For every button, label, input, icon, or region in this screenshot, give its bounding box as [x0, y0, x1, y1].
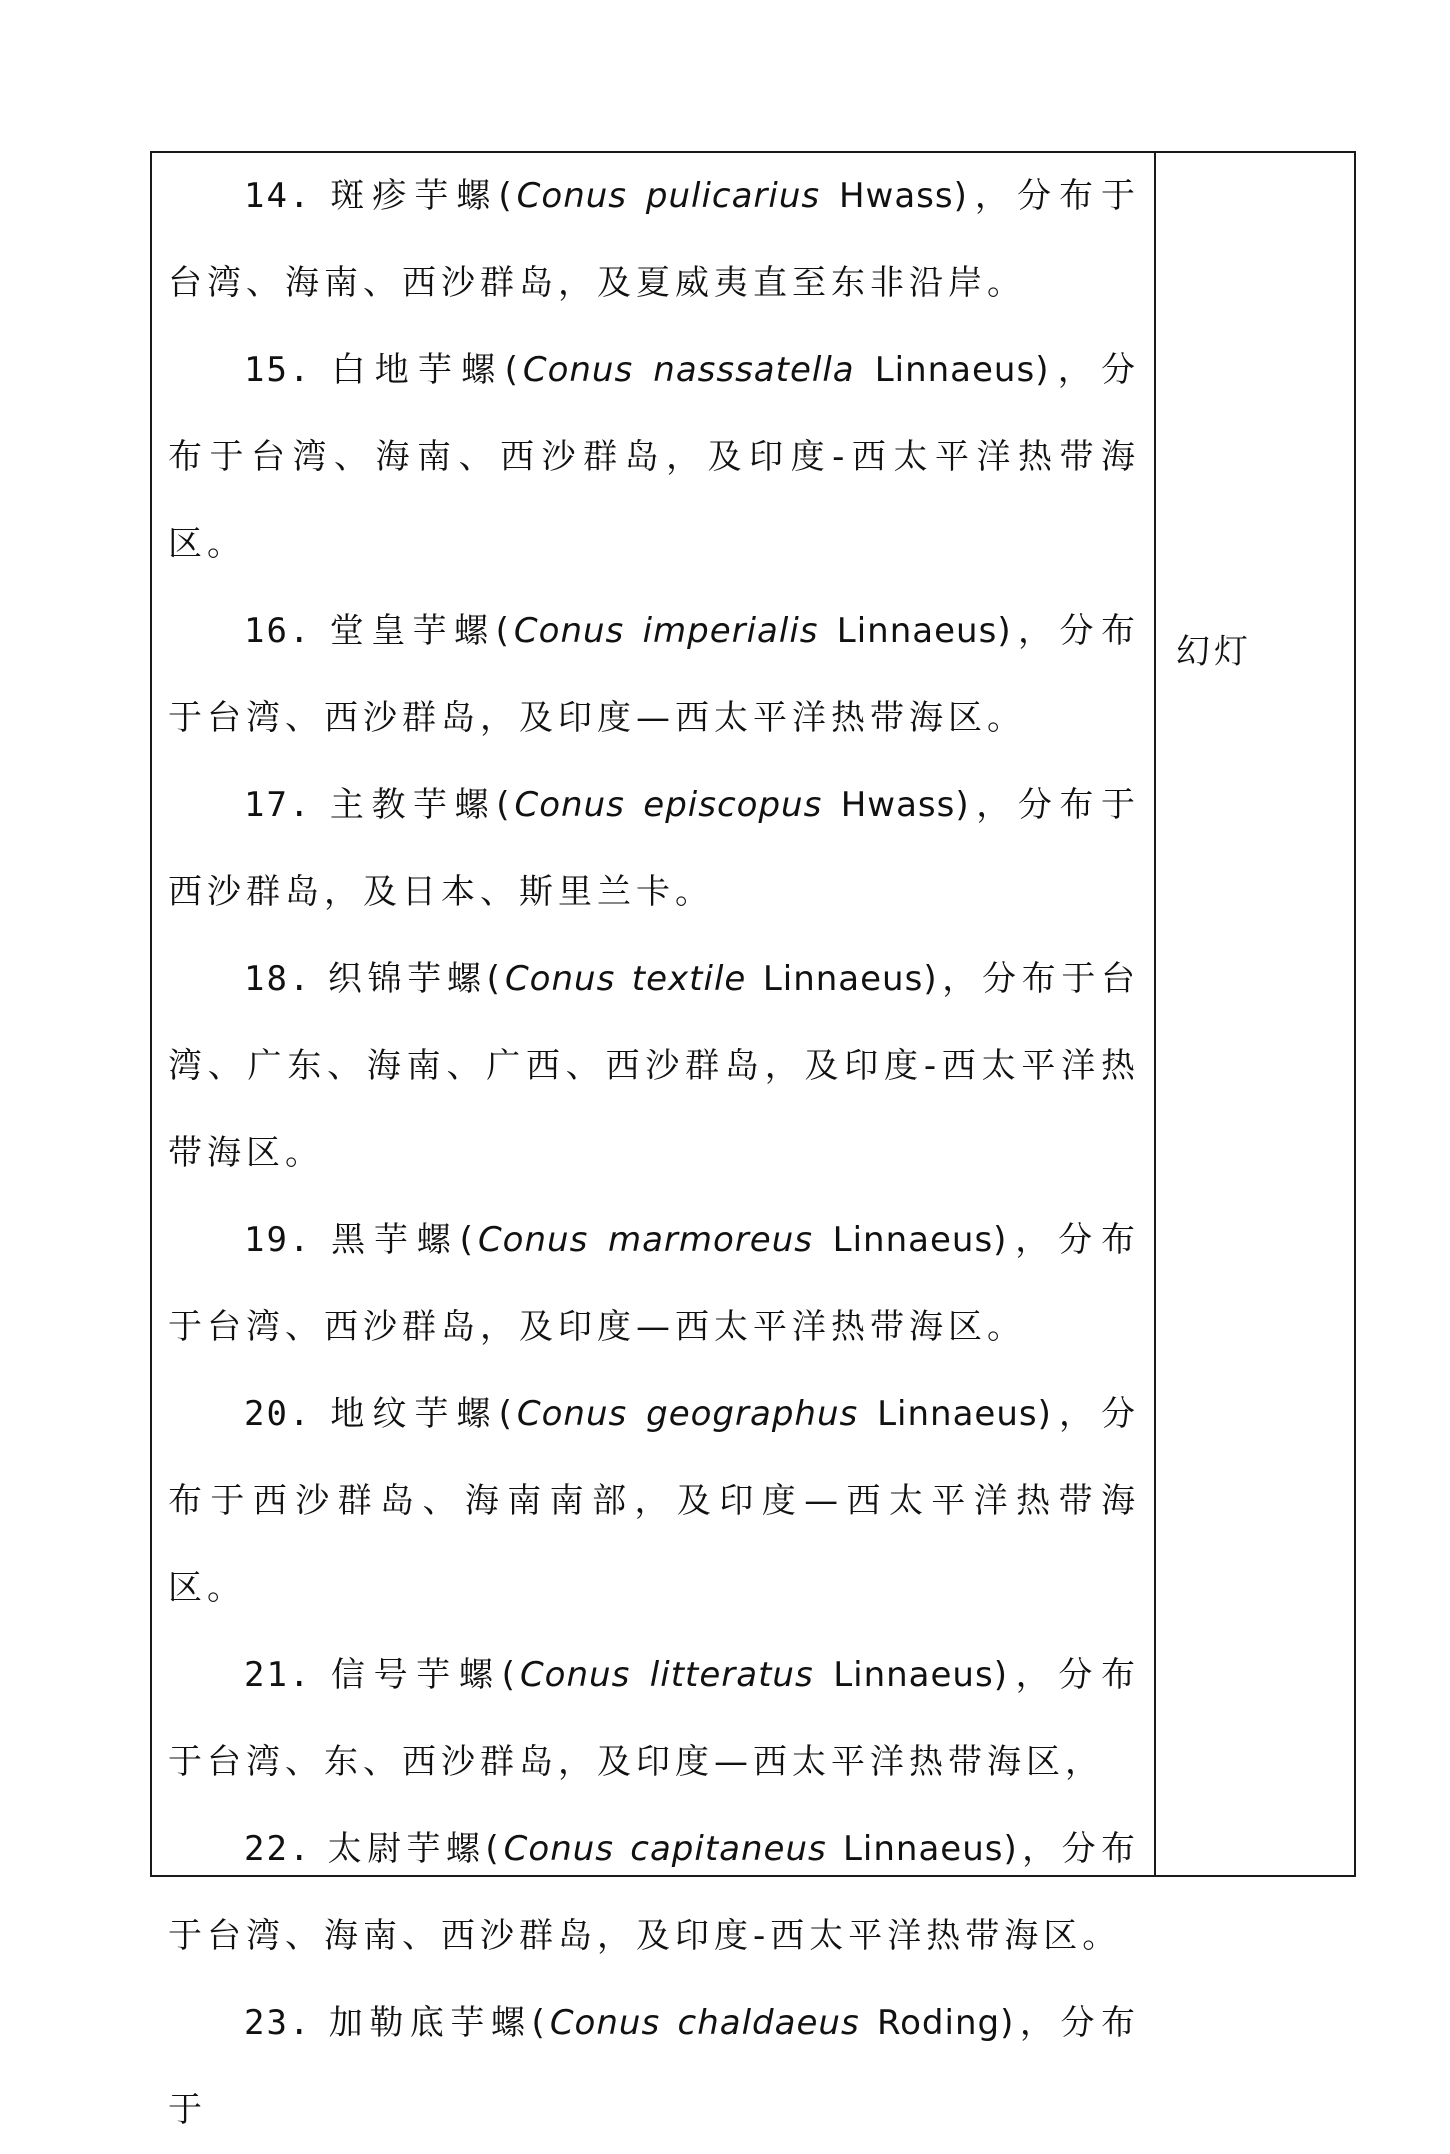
entry-number: 20.: [244, 1394, 312, 1434]
author-name: Linnaeus: [832, 1220, 994, 1260]
chinese-name: 加勒底芋螺: [328, 2003, 532, 2043]
entry-number: 18.: [244, 959, 312, 999]
species-entry: 21. 信号芋螺(Conus litteratus Linnaeus)，分布于台湾、东、西沙群岛，及印度—西太平洋热带海区，: [168, 1655, 1141, 1782]
distribution-text: ，分布于台湾、西沙群岛，及印度—西太平洋热带海区。: [168, 611, 1141, 738]
species-entry: 15. 白地芋螺(Conus nasssatella Linnaeus)，分布于台湾、海南、西沙群岛，及印度-西太平洋热带海区。: [168, 350, 1140, 564]
chinese-name: 主教芋螺: [329, 785, 497, 825]
species-entry: 23. 加勒底芋螺(Conus chaldaeus Roding)，分布于: [168, 2003, 1140, 2130]
author-name: Linnaeus: [836, 611, 998, 651]
genus-name: Conus: [516, 1394, 628, 1434]
chinese-name: 地纹芋螺: [330, 1394, 499, 1434]
author-name: Linnaeus: [833, 1655, 994, 1695]
species-name: litteratus: [649, 1655, 814, 1695]
media-note: 幻灯: [1176, 632, 1252, 672]
species-entry: 16. 堂皇芋螺(Conus imperialis Linnaeus)，分布于台湾、西沙群岛，及印度—西太平洋热带海区。: [168, 611, 1141, 738]
distribution-text: ，分布于西沙群岛，及日本、斯里兰卡。: [168, 785, 1141, 912]
species-entry: 19. 黑芋螺(Conus marmoreus Linnaeus)，分布于台湾、西沙群岛，及印度—西太平洋热带海区。: [168, 1220, 1141, 1347]
distribution-text: ，分布于台湾、东、西沙群岛，及印度—西太平洋热带海区，: [168, 1655, 1141, 1782]
species-entry: 22. 太尉芋螺(Conus capitaneus Linnaeus)，分布于台湾、海南、西沙群岛，及印度-西太平洋热带海区。: [168, 1829, 1141, 1956]
author-name: Linnaeus: [842, 1829, 1004, 1869]
species-name: episcopus: [643, 785, 823, 825]
author-name: Roding: [877, 2003, 1001, 2043]
species-name: geographus: [646, 1394, 859, 1434]
entry-number: 22.: [244, 1829, 312, 1869]
species-name: imperialis: [642, 611, 819, 651]
entry-number: 15.: [244, 350, 312, 390]
distribution-text: ，分布于台湾、广东、海南、广西、西沙群岛，及印度-西太平洋热带海区。: [168, 959, 1141, 1173]
author-name: Linnaeus: [877, 1394, 1038, 1434]
genus-name: Conus: [549, 2003, 661, 2043]
author-name: Linnaeus: [874, 350, 1036, 390]
species-entry: 20. 地纹芋螺(Conus geographus Linnaeus)，分布于西沙群岛、海南南部，及印度—西太平洋热带海区。: [168, 1394, 1141, 1608]
genus-name: Conus: [514, 785, 625, 825]
species-name: textile: [631, 959, 747, 999]
species-name: nasssatella: [653, 350, 855, 390]
species-entry: 17. 主教芋螺(Conus episcopus Hwass)，分布于西沙群岛，及日本、斯里兰卡。: [168, 785, 1141, 912]
species-name: capitaneus: [630, 1829, 827, 1869]
chinese-name: 白地芋螺: [331, 350, 505, 390]
chinese-name: 织锦芋螺: [327, 959, 487, 999]
distribution-text: ，分布于台湾、海南、西沙群岛，及印度-西太平洋热带海区。: [168, 1829, 1141, 1956]
species-list-cell: [152, 153, 1156, 2130]
genus-name: Conus: [522, 350, 634, 390]
chinese-name: 黑芋螺: [331, 1220, 460, 1260]
distribution-text: ，分布于台湾、海南、西沙群岛，及印度-西太平洋热带海区。: [168, 350, 1140, 564]
author-name: Hwass: [840, 785, 956, 825]
chinese-name: 斑疹芋螺: [330, 176, 499, 216]
distribution-text: ，分布于台湾、海南、西沙群岛，及夏威夷直至东非沿岸。: [168, 176, 1141, 303]
genus-name: Conus: [513, 611, 625, 651]
species-name: chaldaeus: [677, 2003, 860, 2043]
species-name: pulicarius: [645, 176, 821, 216]
entry-number: 17.: [244, 785, 312, 825]
author-name: Hwass: [838, 176, 954, 216]
genus-name: Conus: [519, 1655, 631, 1695]
entry-number: 16.: [244, 611, 312, 651]
species-entry: 18. 织锦芋螺(Conus textile Linnaeus)，分布于台湾、广东、海南、广西、西沙群岛，及印度-西太平洋热带海区。: [168, 959, 1141, 1173]
distribution-text: ，分布于台湾、西沙群岛，及印度—西太平洋热带海区。: [168, 1220, 1141, 1347]
chinese-name: 堂皇芋螺: [329, 611, 496, 651]
distribution-text: ，分布于西沙群岛、海南南部，及印度—西太平洋热带海区。: [168, 1394, 1141, 1608]
genus-name: Conus: [503, 1829, 615, 1869]
chinese-name: 太尉芋螺: [327, 1829, 486, 1869]
document-table: [150, 151, 1356, 2130]
teaching-media-cell: [1156, 153, 1354, 1875]
genus-name: Conus: [516, 176, 628, 216]
species-name: marmoreus: [607, 1220, 813, 1260]
distribution-text: ，分布于: [168, 2003, 1140, 2130]
entry-number: 19.: [244, 1220, 312, 1260]
species-entry: 14. 斑疹芋螺(Conus pulicarius Hwass)，分布于台湾、海南、西沙群岛，及夏威夷直至东非沿岸。: [168, 176, 1141, 303]
entry-number: 21.: [244, 1655, 312, 1695]
chinese-name: 信号芋螺: [330, 1655, 502, 1695]
entry-number: 14.: [244, 176, 312, 216]
author-name: Linnaeus: [762, 959, 924, 999]
genus-name: Conus: [477, 1220, 589, 1260]
entry-number: 23.: [244, 2003, 312, 2043]
genus-name: Conus: [504, 959, 616, 999]
